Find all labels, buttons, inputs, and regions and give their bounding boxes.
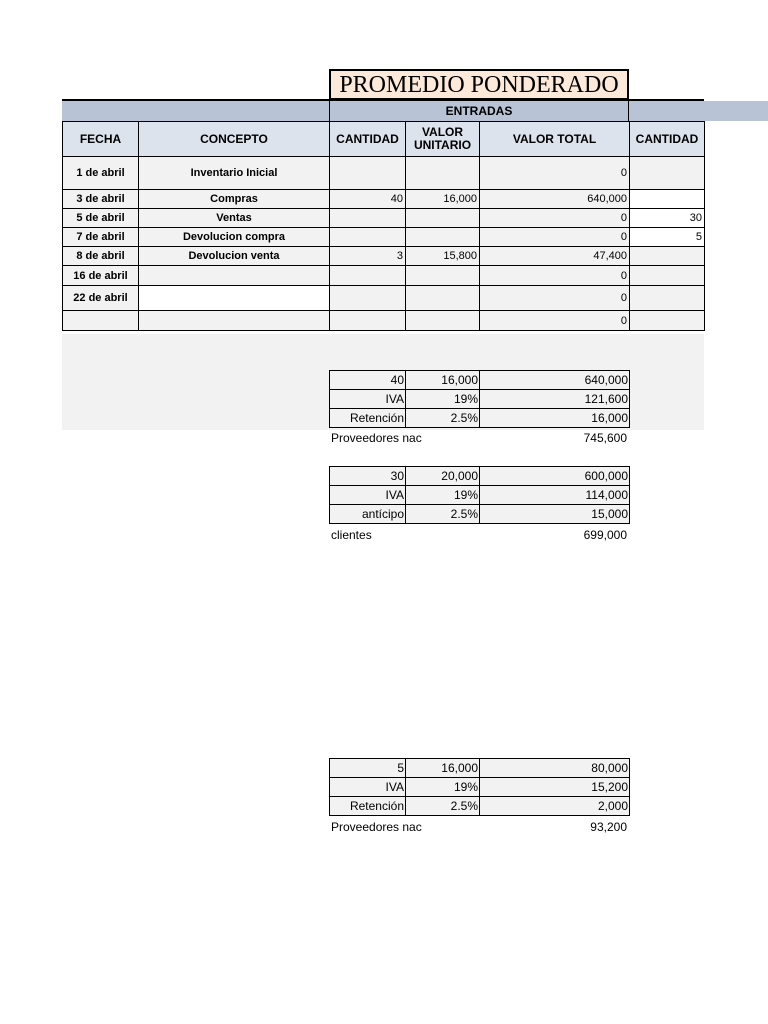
- calc-row: [330, 390, 630, 409]
- table-row: [63, 247, 705, 266]
- header-cantidad[interactable]: CANTIDAD: [330, 122, 406, 157]
- header-fecha[interactable]: FECHA: [63, 122, 139, 157]
- cell-fecha[interactable]: 3 de abril: [63, 190, 139, 209]
- table-row: [63, 311, 705, 331]
- calc-iva-rate[interactable]: 19%: [406, 486, 480, 505]
- calc-iva-value[interactable]: 15,200: [480, 778, 630, 797]
- calc-row: [330, 486, 630, 505]
- calc-row: [330, 467, 630, 486]
- total-label[interactable]: Proveedores nac: [331, 431, 422, 445]
- header-band-extension: [704, 101, 768, 121]
- purchase-calc-table: [329, 370, 630, 428]
- cell-cantidad-salida[interactable]: [630, 247, 705, 266]
- header-cantidad-salidas[interactable]: CANTIDAD: [630, 122, 705, 157]
- cell-valor-total[interactable]: 0: [480, 209, 630, 228]
- cell-valor-unitario[interactable]: [406, 286, 480, 311]
- cell-cantidad[interactable]: [330, 311, 406, 331]
- inventory-table: [62, 121, 705, 331]
- calc-row: [330, 371, 630, 390]
- cell-cantidad[interactable]: [330, 209, 406, 228]
- calc-retention-value[interactable]: 16,000: [480, 409, 630, 428]
- cell-cantidad[interactable]: 40: [330, 190, 406, 209]
- calc-retention-rate[interactable]: 2.5%: [406, 797, 480, 816]
- total-value[interactable]: 93,200: [590, 820, 627, 834]
- header-valor-unitario[interactable]: VALOR UNITARIO: [406, 122, 480, 157]
- entradas-header[interactable]: ENTRADAS: [329, 99, 629, 121]
- total-value[interactable]: 745,600: [583, 431, 627, 445]
- sheet-title[interactable]: PROMEDIO PONDERADO: [329, 69, 629, 100]
- calc-iva-value[interactable]: 114,000: [480, 486, 630, 505]
- cell-fecha[interactable]: 1 de abril: [63, 157, 139, 190]
- cell-cantidad[interactable]: [330, 228, 406, 247]
- calc-quantity[interactable]: 30: [330, 467, 406, 486]
- calc-row: [330, 409, 630, 428]
- cell-fecha[interactable]: 8 de abril: [63, 247, 139, 266]
- cell-concepto[interactable]: [139, 311, 330, 331]
- cell-valor-total[interactable]: 47,400: [480, 247, 630, 266]
- cell-cantidad[interactable]: [330, 286, 406, 311]
- calc-subtotal[interactable]: 640,000: [480, 371, 630, 390]
- cell-cantidad[interactable]: [330, 266, 406, 286]
- cell-concepto[interactable]: Devolucion venta: [139, 247, 330, 266]
- calc-quantity[interactable]: 40: [330, 371, 406, 390]
- cell-cantidad-salida[interactable]: [630, 286, 705, 311]
- calc-retention-label[interactable]: Retención: [330, 797, 406, 816]
- calc-row: [330, 778, 630, 797]
- cell-valor-total[interactable]: 0: [480, 157, 630, 190]
- calc-retention-value[interactable]: 2,000: [480, 797, 630, 816]
- cell-cantidad-salida[interactable]: [630, 190, 705, 209]
- calc-iva-label[interactable]: IVA: [330, 390, 406, 409]
- cell-valor-unitario[interactable]: 16,000: [406, 190, 480, 209]
- calc-advance-rate[interactable]: 2.5%: [406, 505, 480, 524]
- cell-concepto[interactable]: Compras: [139, 190, 330, 209]
- return-calc-table: [329, 758, 630, 816]
- calc-unit-value[interactable]: 16,000: [406, 759, 480, 778]
- cell-valor-unitario[interactable]: 15,800: [406, 247, 480, 266]
- cell-cantidad-salida[interactable]: [630, 266, 705, 286]
- cell-valor-total[interactable]: 0: [480, 286, 630, 311]
- calc-subtotal[interactable]: 80,000: [480, 759, 630, 778]
- cell-cantidad-salida[interactable]: [630, 157, 705, 190]
- total-value[interactable]: 699,000: [583, 528, 627, 542]
- cell-fecha[interactable]: 22 de abril: [63, 286, 139, 311]
- calc-iva-label[interactable]: IVA: [330, 486, 406, 505]
- cell-valor-total[interactable]: 0: [480, 311, 630, 331]
- cell-valor-unitario[interactable]: [406, 311, 480, 331]
- cell-cantidad-salida[interactable]: [630, 311, 705, 331]
- calc-subtotal[interactable]: 600,000: [480, 467, 630, 486]
- header-valor-total[interactable]: VALOR TOTAL: [480, 122, 630, 157]
- total-label[interactable]: clientes: [331, 528, 372, 542]
- cell-concepto[interactable]: [139, 286, 330, 311]
- cell-fecha[interactable]: [63, 311, 139, 331]
- calc-unit-value[interactable]: 16,000: [406, 371, 480, 390]
- cell-concepto[interactable]: Inventario Inicial: [139, 157, 330, 190]
- cell-valor-total[interactable]: 640,000: [480, 190, 630, 209]
- table-row: [63, 157, 705, 190]
- table-row: [63, 190, 705, 209]
- calc-advance-value[interactable]: 15,000: [480, 505, 630, 524]
- calc-row: [330, 505, 630, 524]
- cell-valor-unitario[interactable]: [406, 266, 480, 286]
- calc-retention-label[interactable]: Retención: [330, 409, 406, 428]
- cell-valor-unitario[interactable]: [406, 209, 480, 228]
- cell-valor-total[interactable]: 0: [480, 228, 630, 247]
- table-row: [63, 286, 705, 311]
- calc-iva-label[interactable]: IVA: [330, 778, 406, 797]
- calc-row: [330, 759, 630, 778]
- sale-calc-table: [329, 466, 630, 524]
- total-label[interactable]: Proveedores nac: [331, 820, 422, 834]
- calc-retention-rate[interactable]: 2.5%: [406, 409, 480, 428]
- calc-advance-label[interactable]: antícipo: [330, 505, 406, 524]
- cell-cantidad[interactable]: 3: [330, 247, 406, 266]
- calc-iva-rate[interactable]: 19%: [406, 390, 480, 409]
- cell-cantidad-salida[interactable]: 30: [630, 209, 705, 228]
- column-header-row: [63, 122, 705, 157]
- cell-valor-total[interactable]: 0: [480, 266, 630, 286]
- cell-valor-unitario[interactable]: [406, 157, 480, 190]
- cell-fecha[interactable]: 5 de abril: [63, 209, 139, 228]
- table-row: [63, 209, 705, 228]
- header-concepto[interactable]: CONCEPTO: [139, 122, 330, 157]
- table-row: [63, 266, 705, 286]
- cell-fecha[interactable]: 7 de abril: [63, 228, 139, 247]
- cell-concepto[interactable]: Devolucion compra: [139, 228, 330, 247]
- calc-iva-rate[interactable]: 19%: [406, 778, 480, 797]
- calc-iva-value[interactable]: 121,600: [480, 390, 630, 409]
- cell-valor-unitario[interactable]: [406, 228, 480, 247]
- cell-concepto[interactable]: Ventas: [139, 209, 330, 228]
- cell-concepto[interactable]: [139, 266, 330, 286]
- calc-unit-value[interactable]: 20,000: [406, 467, 480, 486]
- cell-fecha[interactable]: 16 de abril: [63, 266, 139, 286]
- table-row: [63, 228, 705, 247]
- calc-row: [330, 797, 630, 816]
- calc-quantity[interactable]: 5: [330, 759, 406, 778]
- cell-cantidad[interactable]: [330, 157, 406, 190]
- cell-cantidad-salida[interactable]: 5: [630, 228, 705, 247]
